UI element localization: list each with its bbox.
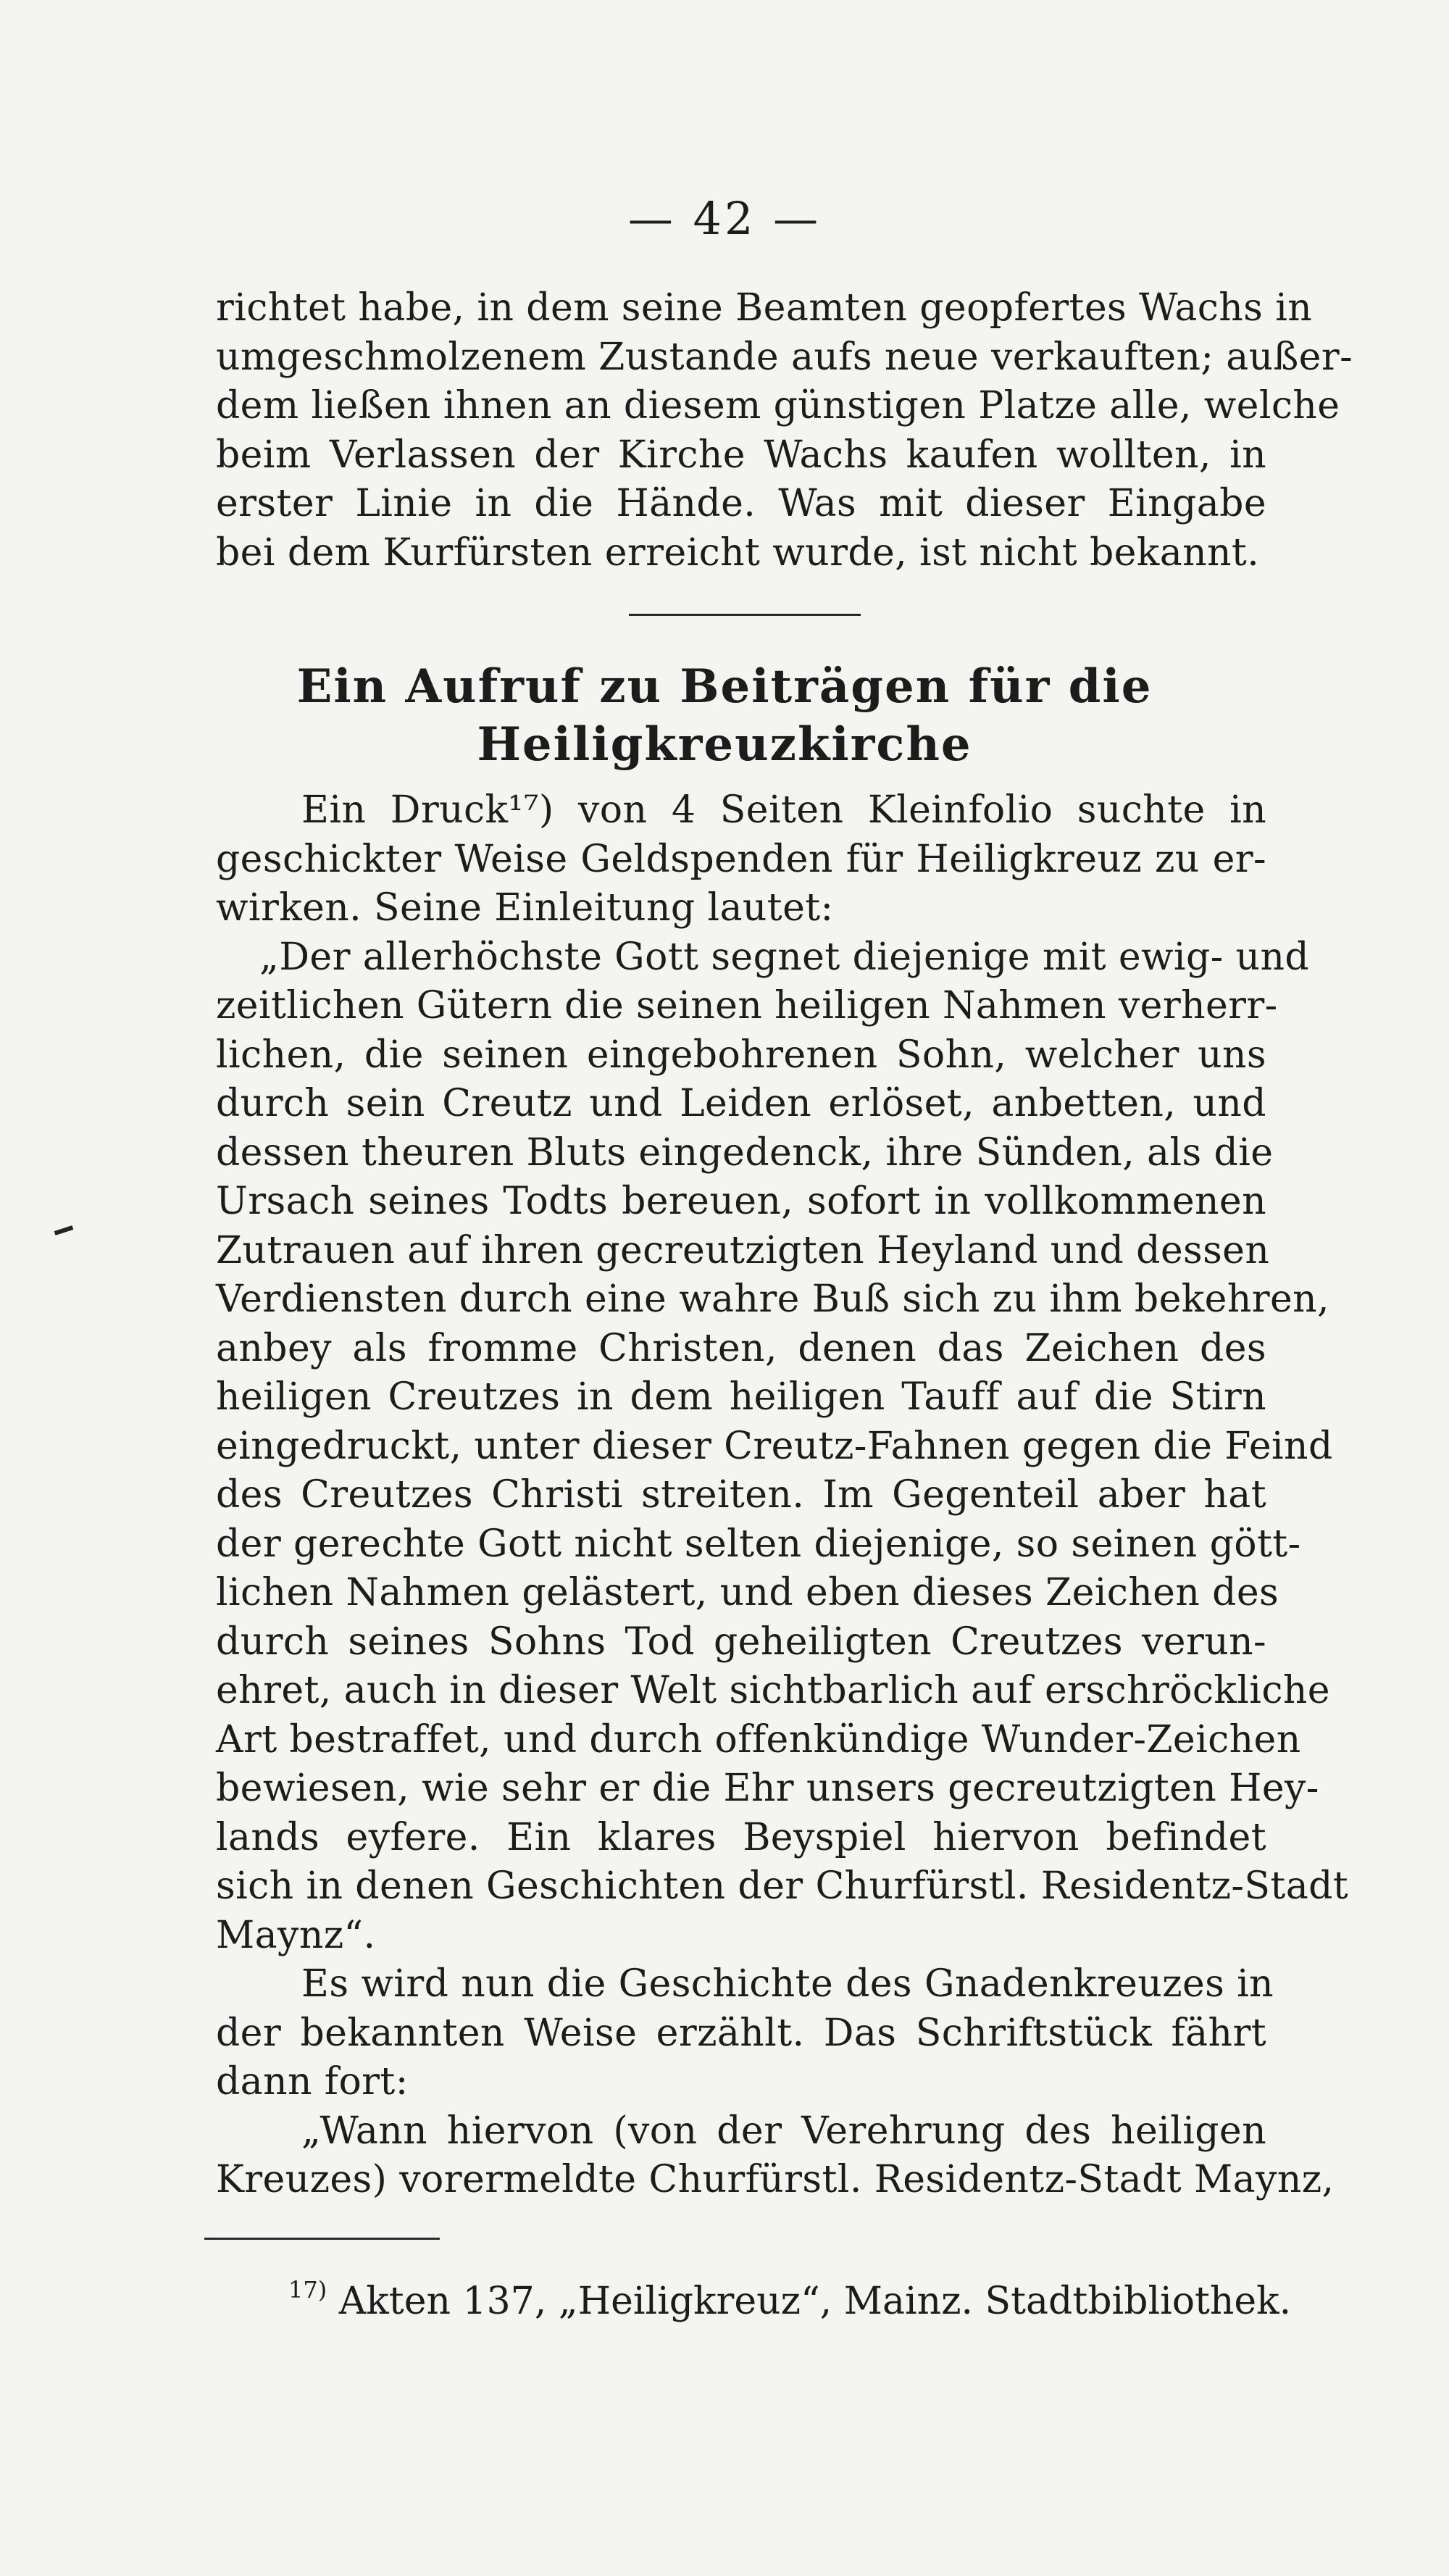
text-line: Kreuzes) vorermeldte Churfürstl. Residentz-Stadt Maynz, <box>216 2158 1335 2201</box>
text-line: anbey als fromme Christen, denen das Zeichen des <box>216 1326 1266 1370</box>
footnote-text: Akten 137, „Heiligkreuz“, Mainz. Stadtbibliothek. <box>338 2280 1292 2323</box>
text-line: der bekannten Weise erzählt. Das Schriftstück fährt <box>216 2011 1266 2055</box>
text-line: lichen Nahmen gelästert, und eben dieses Zeichen des <box>216 1571 1279 1614</box>
text-line: lands eyfere. Ein klares Beyspiel hiervon befindet <box>216 1815 1266 1859</box>
text-line: ehret, auch in dieser Welt sichtbarlich auf erschröckliche <box>216 1669 1330 1712</box>
text-line: zeitlichen Gütern die seinen heiligen Nahmen verherr- <box>216 984 1278 1028</box>
footnote-divider <box>204 2238 440 2240</box>
text-line: Ein Druck¹⁷) von 4 Seiten Kleinfolio suchte in <box>301 788 1266 832</box>
text-line: geschickter Weise Geldspenden für Heiligkreuz zu er- <box>216 837 1266 881</box>
section-heading-line-1: Ein Aufruf zu Beiträgen für die <box>296 659 1153 714</box>
text-line: bei dem Kurfürsten erreicht wurde, ist nicht bekannt. <box>216 530 1260 575</box>
paragraph-appeal-text <box>216 786 1349 2205</box>
text-line: erster Linie in die Hände. Was mit dieser Eingabe <box>216 482 1266 525</box>
paragraph-previous-section <box>216 284 1353 578</box>
text-line: dem ließen ihnen an diesem günstigen Platze alle, welche <box>216 384 1340 428</box>
footnote-number: 17) <box>288 2276 327 2304</box>
page-number: — 42 — <box>627 192 822 245</box>
text-line: durch sein Creutz und Leiden erlöset, anbetten, und <box>216 1082 1266 1125</box>
text-line: sich in denen Geschichten der Churfürstl. Residentz-Stadt <box>216 1864 1349 1908</box>
text-line: Maynz“. <box>216 1913 376 1957</box>
text-line: bewiesen, wie sehr er die Ehr unsers gecreutzigten Hey- <box>216 1767 1319 1810</box>
text-line: umgeschmolzenem Zustande aufs neue verkauften; außer- <box>216 335 1353 379</box>
text-line: richtet habe, in dem seine Beamten geopfertes Wachs in <box>216 286 1313 330</box>
footnote <box>288 2264 1291 2327</box>
text-line: Zutrauen auf ihren gecreutzigten Heyland und dessen <box>216 1228 1270 1272</box>
text-line: wirken. Seine Einleitung lautet: <box>216 886 834 930</box>
text-line: heiligen Creutzes in dem heiligen Tauff auf die Stirn <box>216 1375 1266 1419</box>
text-line: durch seines Sohns Tod geheiligten Creutzes verun- <box>216 1620 1266 1664</box>
text-line: dessen theuren Bluts eingedenck, ihre Sünden, als die <box>216 1130 1274 1175</box>
text-line: lichen, die seinen eingebohrenen Sohn, welcher uns <box>216 1033 1266 1077</box>
text-line: Ursach seines Todts bereuen, sofort in vollkommenen <box>216 1180 1266 1223</box>
section-divider <box>629 614 861 616</box>
text-line: dann fort: <box>216 2060 409 2104</box>
text-line: Art bestraffet, und durch offenkündige Wunder-Zeichen <box>216 1717 1301 1762</box>
text-line: „Wann hiervon (von der Verehrung des heiligen <box>301 2109 1266 2153</box>
text-line: der gerechte Gott nicht selten diejenige, so seinen gött- <box>216 1522 1301 1566</box>
text-line: „Der allerhöchste Gott segnet diejenige mit ewig- und <box>259 935 1310 979</box>
text-line: des Creutzes Christi streiten. Im Gegenteil aber hat <box>216 1473 1266 1517</box>
text-line: Verdiensten durch eine wahre Buß sich zu ihm bekehren, <box>216 1277 1329 1321</box>
margin-mark <box>54 1225 74 1235</box>
text-line: eingedruckt, unter dieser Creutz-Fahnen gegen die Feind <box>216 1424 1333 1468</box>
text-line: beim Verlassen der Kirche Wachs kaufen wollten, in <box>216 433 1266 477</box>
text-line: Es wird nun die Geschichte des Gnadenkreuzes in <box>301 1962 1274 2006</box>
section-heading-line-2: Heiligkreuzkirche <box>477 717 972 772</box>
